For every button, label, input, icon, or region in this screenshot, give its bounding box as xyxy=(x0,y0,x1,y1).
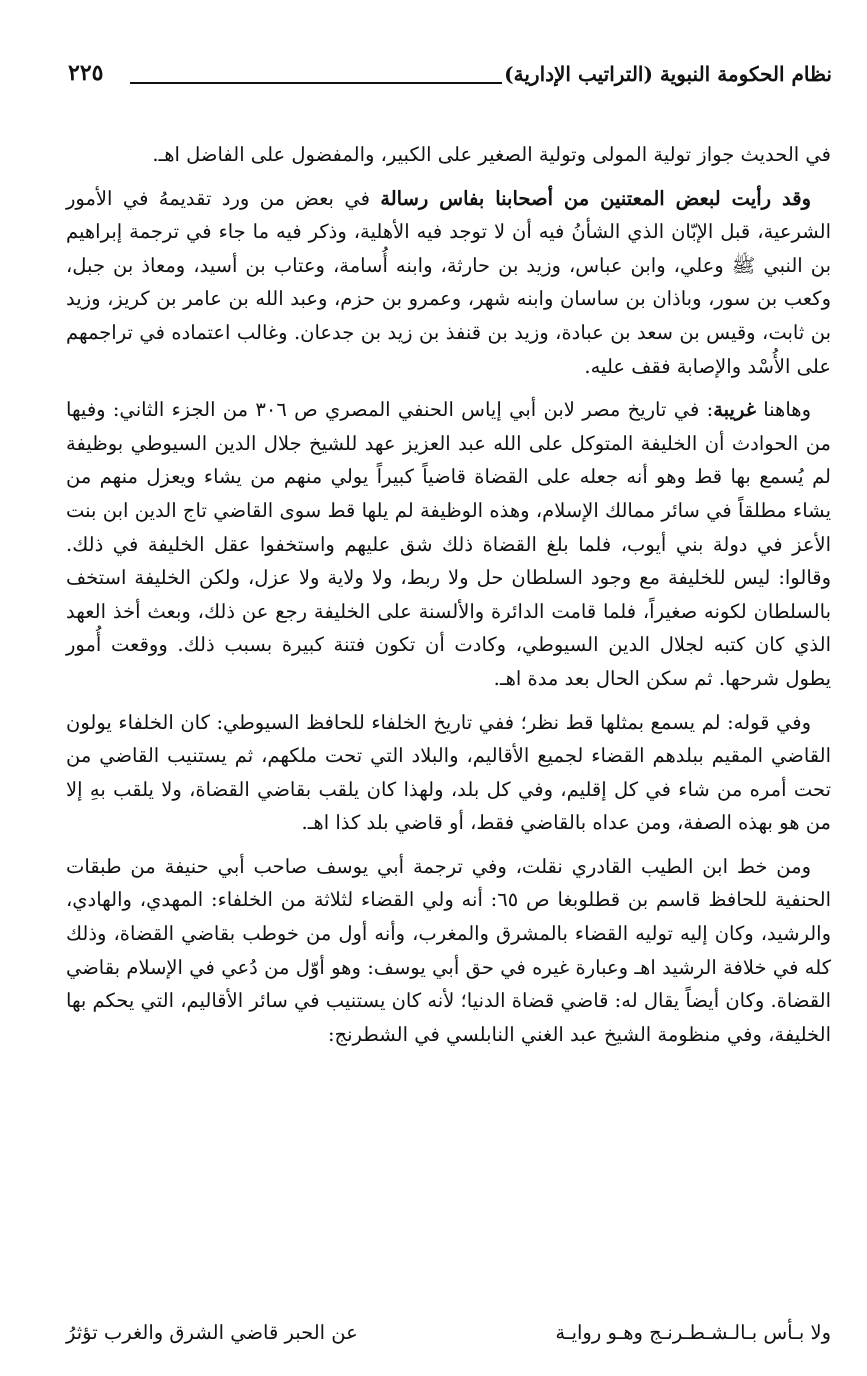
paragraph-3-text: : في تاريخ مصر لابن أبي إياس الحنفي المصري ص ٣٠٦ من الجزء الثاني: وفيها من الحوادث أن الخليفة المتوكل على الله عبد العزيز عهد للشيخ جلال الدين السيوطي بوظيفة لم يُسمع بها قط وهو أنه جعله على القضاة قاضياً كبيراً يولي منهم من يشاء ويعزل منهم من يشاء مطلقاً في سائر ممالك الإسلام، وهذه الوظيفة لم يلها قط سوى القاضي تاج الدين ابن بنت الأعز في دولة بني أيوب، فلما بلغ القضاة ذلك شق عليهم واستخفوا عقل الخليفة في ذلك. وقالوا: ليس للخليفة مع وجود السلطان حل ولا ربط، ولا ولاية ولا عزل، ولكن الخليفة استخف بالسلطان لكونه صغيراً، فلما قامت الدائرة والألسنة على الخليفة رجع عن ذلك، وبعث أخذ العهد الذي كان كتبه لجلال الدين السيوطي، وكادت أن تكون فتنة كبيرة بسبب ذلك. ووقعت أُمور يطول شرحها. ثم سكن الحال بعد مدة اهـ. xyxy=(66,398,831,690)
verse-line xyxy=(66,1316,831,1350)
paragraph-3-lead: وهاهنا xyxy=(755,398,811,422)
paragraph-3 xyxy=(66,393,831,695)
verse-hemistich-second: عن الحبر قاضي الشرق والغرب تؤثرُ xyxy=(66,1321,358,1344)
page-body xyxy=(66,138,831,1051)
paragraph-3-bold-word: غريبة xyxy=(713,398,756,422)
paragraph-2 xyxy=(66,182,831,384)
paragraph-1: في الحديث جواز تولية المولى وتولية الصغير على الكبير، والمفضول على الفاضل اهـ. xyxy=(152,143,831,166)
paragraph-2-bold-phrase: وقد رأيت لبعض المعتنين من أصحابنا بفاس رسالة xyxy=(380,186,811,210)
page-number: ٢٢٥ xyxy=(68,60,104,86)
verse-hemistich-first: ولا بـأس بـالـشـطـرنـج وهـو روايـة xyxy=(555,1321,831,1344)
paragraph-2-text: في بعض من ورد تقديمهُ في الأمور الشرعية، قبل الإبّان الذي الشأنُ فيه أن لا توجد فيه الأهلية، وذكر فيه ما جاء في ترجمة إبراهيم بن النبي ﷺ وعلي، وابن عباس، وزيد بن حارثة، وابنه أُسامة، وعتاب بن أسيد، ومعاذ بن جبل، وكعب بن سور، وباذان بن ساسان وابنه شهر، وعمرو بن حزم، وعبد الله بن عامر بن كريز، وزيد بن ثابت، وقيس بن سعد بن عبادة، وزيد بن قنفذ بن زيد بن جدعان. وغالب اعتماده في تراجمهم على الأُسْد والإصابة فقف عليه. xyxy=(66,186,831,378)
running-title: نظام الحكومة النبوية (التراتيب الإدارية) xyxy=(504,62,832,86)
page-header xyxy=(68,58,832,98)
paragraph-5: ومن خط ابن الطيب القادري نقلت، وفي ترجمة أبي يوسف صاحب أبي حنيفة من طبقات الحنفية للحافظ قاسم بن قطلوبغا ص ٦٥: أنه ولي القضاء لثلاثة من الخلفاء: المهدي، والهادي، والرشيد، وكان إليه توليه القضاء بالمشرق والمغرب، وأنه أول من خوطب بقاضي القضاة، وذلك كله في خلافة الرشيد اهـ وعبارة غيره في حق أبي يوسف: وهو أوّل من دُعي في الإسلام بقاضي القضاة. وكان أيضاً يقال له: قاضي قضاة الدنيا؛ لأنه كان يستنيب في سائر الأقاليم، التي يحكم بها الخليفة، وفي منظومة الشيخ عبد الغني النابلسي في الشطرنج: xyxy=(66,854,831,1046)
paragraph-4: وفي قوله: لم يسمع بمثلها قط نظر؛ ففي تاريخ الخلفاء للحافظ السيوطي: كان الخلفاء يولون القاضي المقيم ببلدهم القضاء لجميع الأقاليم، والبلاد التي تحت ملكهم، ثم يستنيب القاضي من تحت أمره من شاء في كل إقليم، وفي كل بلد، ولهذا كان يلقب بقاضي القضاة، ولا يلقب بهِ إلا من هو بهذه الصفة، ومن عداه بالقاضي فقط، أو قاضي بلد كذا اهـ. xyxy=(66,710,831,835)
header-rule xyxy=(130,82,502,84)
